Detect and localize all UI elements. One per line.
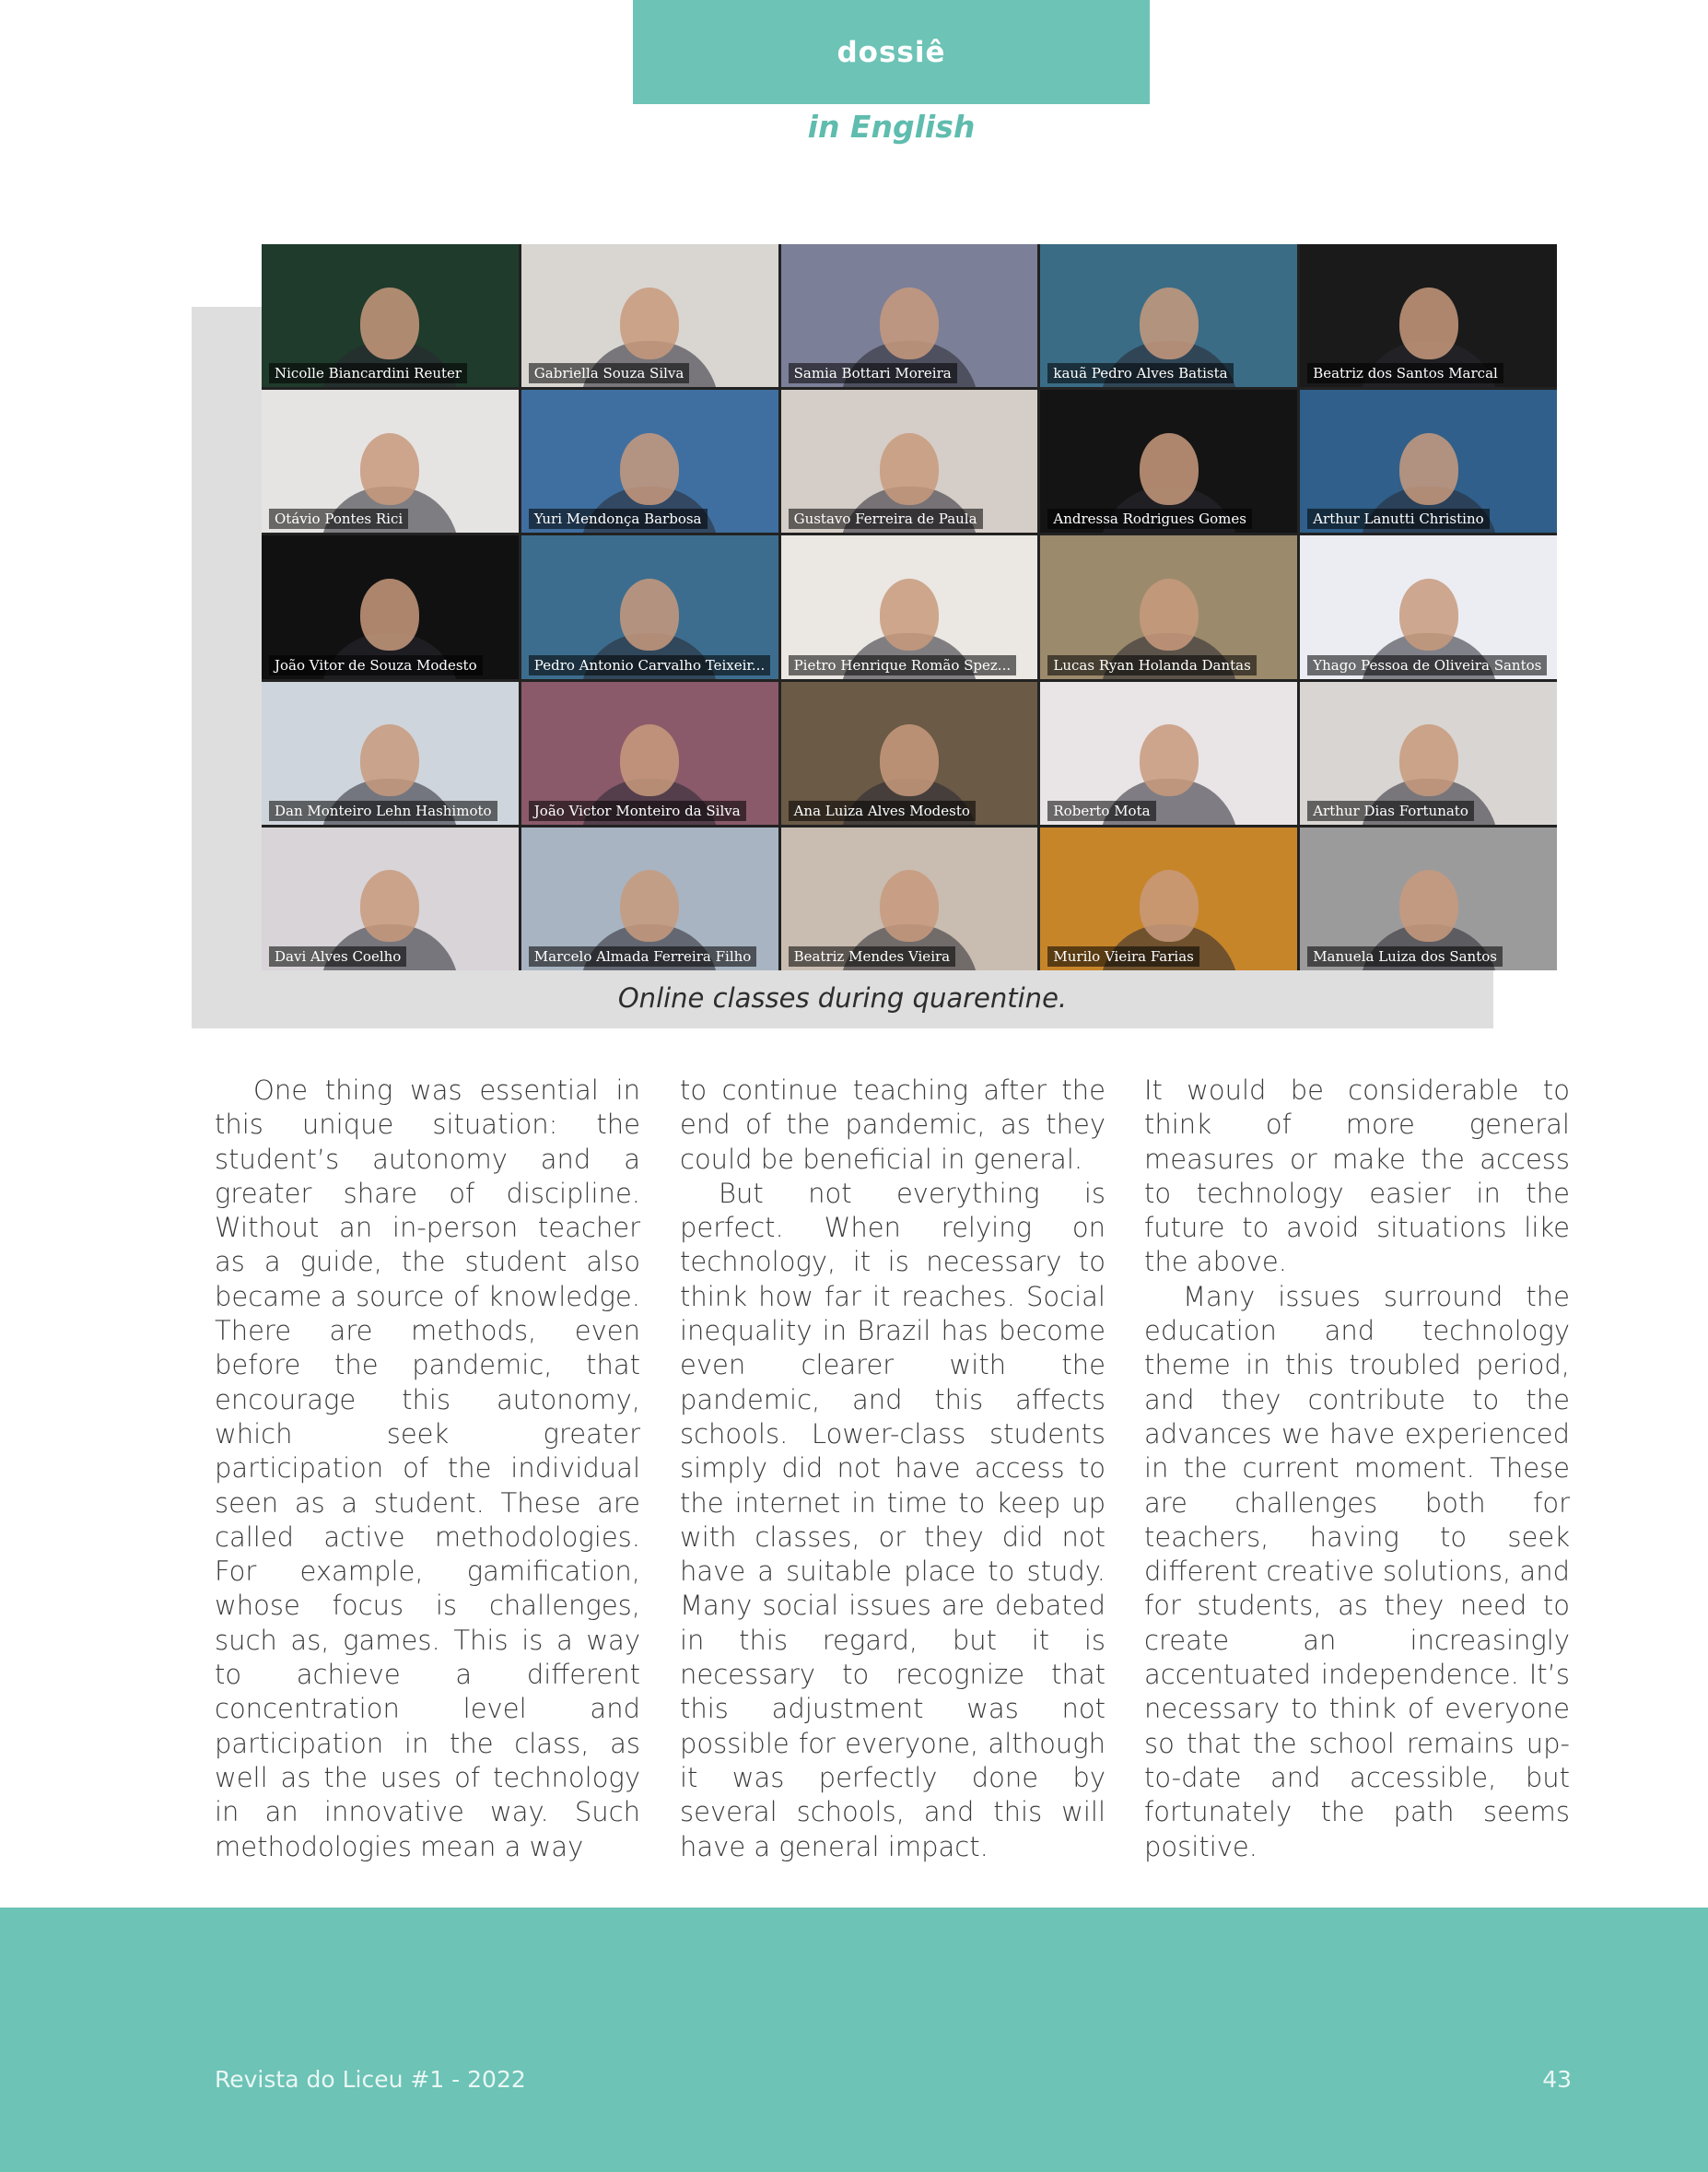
participant-face — [1399, 724, 1458, 796]
article-column-1 — [215, 1074, 640, 1864]
participant-name: Nicolle Biancardini Reuter — [269, 363, 467, 383]
paragraph: One thing was essential in this unique situation: the student’s autonomy and a greater share of discipline. Without an in-person teacher as a guide, the student also became a source of knowledge. There are methods, even before the pandemic, that encourage this autonomy, which seek greater participation of the individual seen as a student. These are called active methodologies. For example, gamification, whose focus is challenges, such as, games. This is a way to achieve a different concentration level and participation in the class, as well as the uses of technology in an innovative way. Such methodologies mean a way — [215, 1074, 640, 1862]
participant-tile — [781, 390, 1038, 533]
paragraph: Many issues surround the education and technology theme in this troubled period, and they contribute to the advances we have experienced in the current moment. These are challenges both for teachers, having to seek different creative solutions, and for students, as they need to create an increasingly accentuated independence. It’s necessary to think of everyone so that the school remains up-to-date and accessible, but fortunately the path seems positive. — [1144, 1280, 1570, 1862]
footer-band — [0, 1908, 1708, 2172]
participant-name: Marcelo Almada Ferreira Filho — [529, 946, 757, 967]
participant-tile — [1040, 390, 1297, 533]
participant-tile — [1040, 244, 1297, 387]
participant-face — [1140, 288, 1199, 359]
participant-name: João Vitor de Souza Modesto — [269, 655, 483, 675]
participant-face — [1399, 288, 1458, 359]
participant-face — [1140, 870, 1199, 942]
participant-tile — [781, 682, 1038, 825]
participant-face — [880, 579, 939, 651]
participant-name: Pedro Antonio Carvalho Teixeir... — [529, 655, 770, 675]
paragraph: It would be considerable to think of more general measures or make the access to technology easier in the future to avoid situations like the above. — [1144, 1074, 1570, 1278]
page-number: 43 — [1542, 2066, 1572, 2093]
participant-face — [880, 288, 939, 359]
magazine-name: Revista do Liceu #1 - 2022 — [215, 2066, 526, 2093]
participant-tile — [262, 828, 519, 970]
participant-face — [360, 724, 419, 796]
photo-caption: Online classes during quarentine. — [617, 982, 1068, 1014]
participant-name: Dan Monteiro Lehn Hashimoto — [269, 801, 497, 821]
participant-tile — [1040, 828, 1297, 970]
participant-tile — [521, 244, 778, 387]
participant-name: Lucas Ryan Holanda Dantas — [1047, 655, 1256, 675]
participant-face — [1140, 579, 1199, 651]
article-column-2 — [680, 1074, 1106, 1864]
participant-face — [880, 870, 939, 942]
video-call-grid — [262, 244, 1557, 970]
section-subtitle: in English — [807, 109, 976, 145]
participant-name: Arthur Dias Fortunato — [1307, 801, 1474, 821]
participant-face — [620, 579, 679, 651]
participant-name: Davi Alves Coelho — [269, 946, 406, 967]
section-tab: dossiê — [633, 0, 1150, 104]
participant-face — [1399, 433, 1458, 505]
participant-tile — [781, 244, 1038, 387]
participant-tile — [521, 390, 778, 533]
participant-face — [880, 433, 939, 505]
participant-tile — [262, 535, 519, 678]
participant-name: Ana Luiza Alves Modesto — [789, 801, 976, 821]
participant-name: Otávio Pontes Rici — [269, 509, 408, 529]
participant-face — [1140, 433, 1199, 505]
participant-name: Gustavo Ferreira de Paula — [789, 509, 983, 529]
paragraph: to continue teaching after the end of the pandemic, as they could be beneficial in general. — [680, 1074, 1106, 1175]
participant-name: Gabriella Souza Silva — [529, 363, 690, 383]
participant-tile — [1300, 535, 1557, 678]
article-column-3 — [1144, 1074, 1570, 1864]
participant-tile — [1040, 682, 1297, 825]
participant-name: Andressa Rodrigues Gomes — [1047, 509, 1252, 529]
participant-name: kauã Pedro Alves Batista — [1047, 363, 1233, 383]
participant-face — [360, 579, 419, 651]
participant-face — [620, 724, 679, 796]
participant-name: Murilo Vieira Farias — [1047, 946, 1199, 967]
participant-tile — [262, 244, 519, 387]
participant-name: Yuri Mendonça Barbosa — [529, 509, 708, 529]
participant-name: Roberto Mota — [1047, 801, 1155, 821]
participant-name: Samia Bottari Moreira — [789, 363, 957, 383]
participant-tile — [1300, 244, 1557, 387]
participant-tile — [262, 682, 519, 825]
participant-tile — [1300, 828, 1557, 970]
participant-name: Beatriz dos Santos Marcal — [1307, 363, 1503, 383]
participant-tile — [1300, 682, 1557, 825]
participant-face — [620, 870, 679, 942]
participant-face — [1399, 870, 1458, 942]
participant-name: Pietro Henrique Romão Spez... — [789, 655, 1017, 675]
paragraph: But not everything is perfect. When relying on technology, it is necessary to think how far it reaches. Social inequality in Brazil has become even clearer with the pandemic, and this affects schools. Lower-class students simply did not have access to the internet in time to keep up with classes, or they did not have a suitable place to study. Many social issues are debated in this regard, but it is necessary to recognize that this adjustment was not possible for everyone, although it was perfectly done by several schools, and this will have a general impact. — [680, 1177, 1106, 1862]
participant-name: João Victor Monteiro da Silva — [529, 801, 746, 821]
participant-face — [1399, 579, 1458, 651]
participant-tile — [781, 828, 1038, 970]
participant-face — [620, 433, 679, 505]
participant-tile — [521, 535, 778, 678]
participant-face — [360, 433, 419, 505]
participant-face — [1140, 724, 1199, 796]
participant-tile — [262, 390, 519, 533]
participant-name: Beatriz Mendes Vieira — [789, 946, 956, 967]
participant-tile — [781, 535, 1038, 678]
participant-face — [360, 870, 419, 942]
participant-face — [620, 288, 679, 359]
participant-name: Yhago Pessoa de Oliveira Santos — [1307, 655, 1547, 675]
participant-name: Arthur Lanutti Christino — [1307, 509, 1489, 529]
participant-face — [880, 724, 939, 796]
participant-tile — [521, 828, 778, 970]
participant-tile — [1300, 390, 1557, 533]
participant-tile — [521, 682, 778, 825]
participant-face — [360, 288, 419, 359]
participant-name: Manuela Luiza dos Santos — [1307, 946, 1503, 967]
participant-tile — [1040, 535, 1297, 678]
